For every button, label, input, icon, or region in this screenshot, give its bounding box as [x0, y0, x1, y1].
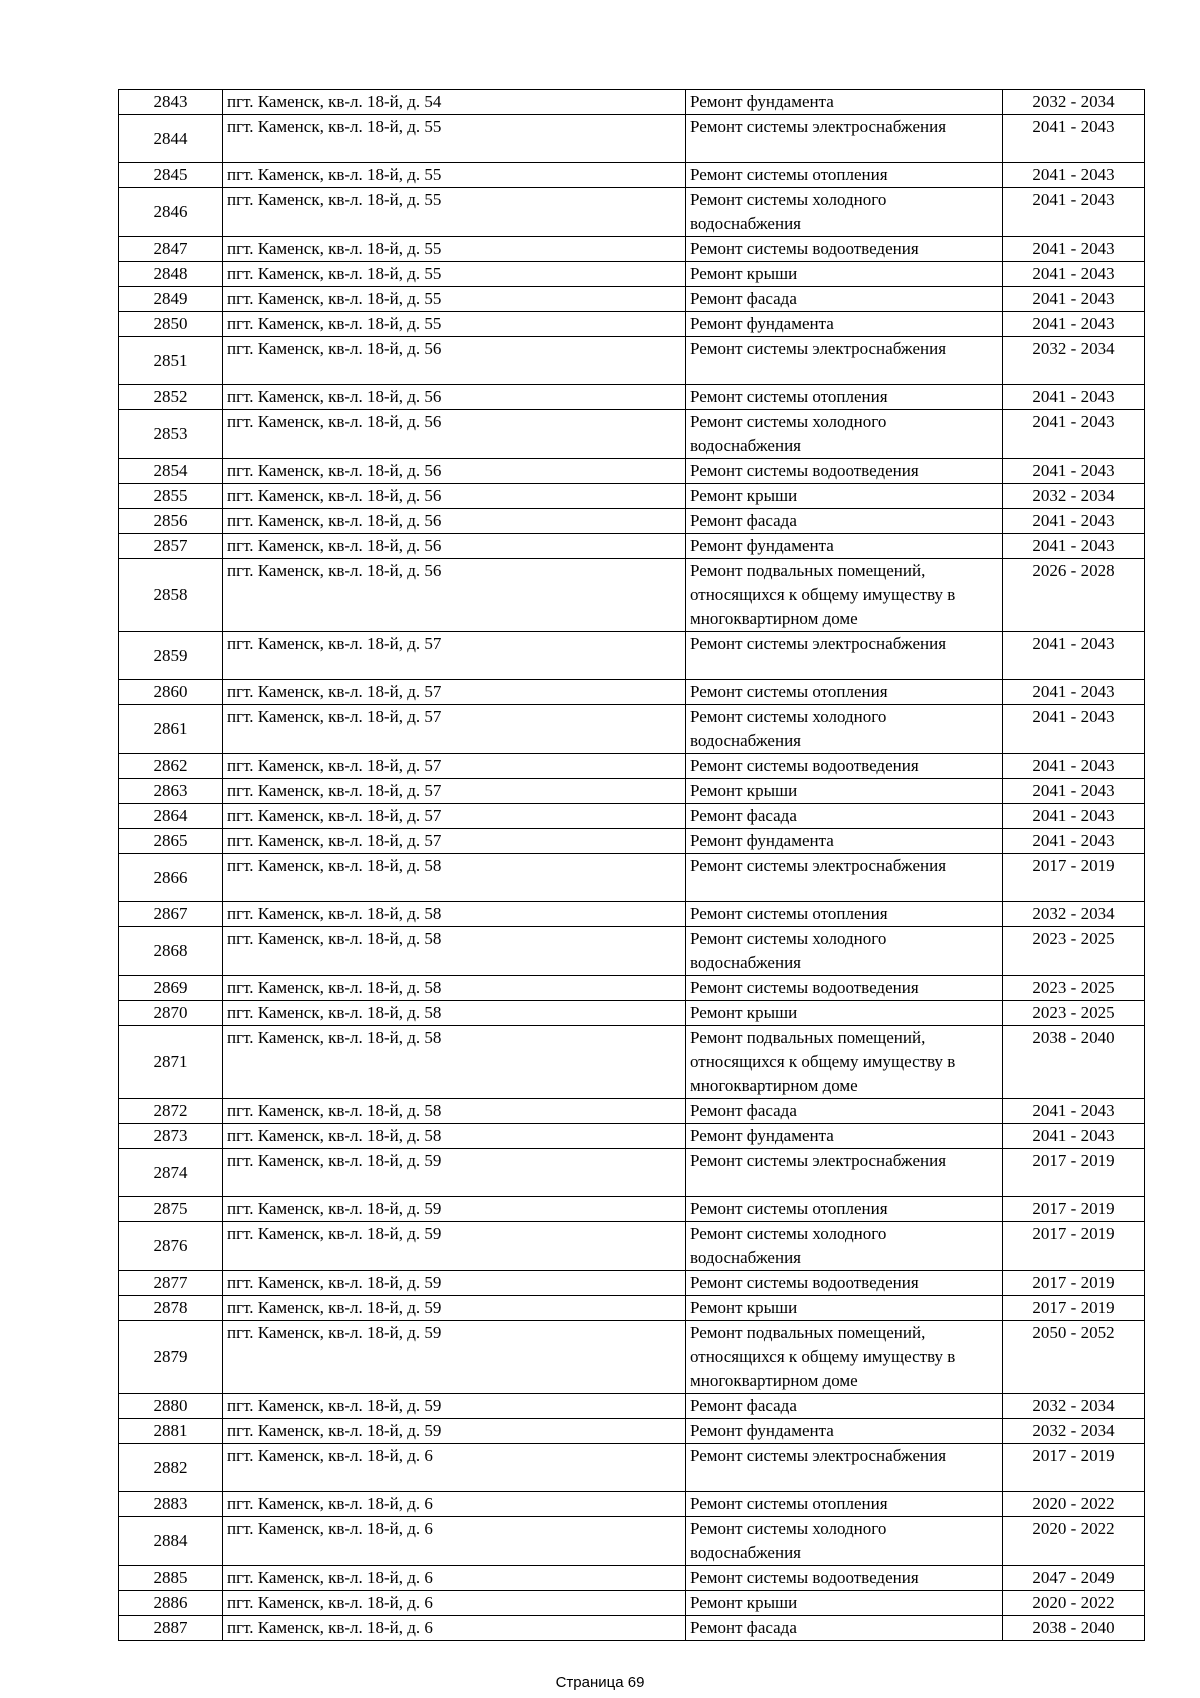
row-number-cell: 2884 [119, 1517, 223, 1566]
table-row [119, 90, 1145, 115]
work-type-cell: Ремонт системы водоотведения [686, 754, 1003, 779]
period-cell: 2032 - 2034 [1003, 337, 1145, 385]
row-number-cell: 2880 [119, 1394, 223, 1419]
row-number-cell: 2857 [119, 534, 223, 559]
table-row [119, 1321, 1145, 1394]
work-type-cell: Ремонт фундамента [686, 534, 1003, 559]
address-cell: пгт. Каменск, кв-л. 18-й, д. 6 [223, 1566, 686, 1591]
table-row [119, 188, 1145, 237]
period-cell: 2041 - 2043 [1003, 680, 1145, 705]
row-number-cell: 2852 [119, 385, 223, 410]
address-cell: пгт. Каменск, кв-л. 18-й, д. 59 [223, 1394, 686, 1419]
address-cell: пгт. Каменск, кв-л. 18-й, д. 59 [223, 1271, 686, 1296]
row-number-cell: 2846 [119, 188, 223, 237]
address-cell: пгт. Каменск, кв-л. 18-й, д. 54 [223, 90, 686, 115]
period-cell: 2050 - 2052 [1003, 1321, 1145, 1394]
row-number-cell: 2865 [119, 829, 223, 854]
table-row [119, 385, 1145, 410]
work-type-cell: Ремонт крыши [686, 1296, 1003, 1321]
table-row [119, 1222, 1145, 1271]
row-number-cell: 2854 [119, 459, 223, 484]
works-table [118, 89, 1145, 1641]
table-row [119, 163, 1145, 188]
works-table-body [119, 90, 1145, 1641]
work-type-cell: Ремонт системы отопления [686, 163, 1003, 188]
work-type-cell: Ремонт системы холодного водоснабжения [686, 1222, 1003, 1271]
work-type-cell: Ремонт системы водоотведения [686, 1566, 1003, 1591]
address-cell: пгт. Каменск, кв-л. 18-й, д. 55 [223, 262, 686, 287]
address-cell: пгт. Каменск, кв-л. 18-й, д. 58 [223, 854, 686, 902]
address-cell: пгт. Каменск, кв-л. 18-й, д. 55 [223, 312, 686, 337]
work-type-cell: Ремонт фундамента [686, 829, 1003, 854]
work-type-cell: Ремонт системы отопления [686, 902, 1003, 927]
address-cell: пгт. Каменск, кв-л. 18-й, д. 58 [223, 902, 686, 927]
table-row [119, 1616, 1145, 1641]
period-cell: 2041 - 2043 [1003, 262, 1145, 287]
period-cell: 2041 - 2043 [1003, 163, 1145, 188]
row-number-cell: 2887 [119, 1616, 223, 1641]
work-type-cell: Ремонт крыши [686, 262, 1003, 287]
work-type-cell: Ремонт системы холодного водоснабжения [686, 188, 1003, 237]
work-type-cell: Ремонт крыши [686, 779, 1003, 804]
period-cell: 2032 - 2034 [1003, 1394, 1145, 1419]
row-number-cell: 2875 [119, 1197, 223, 1222]
table-row [119, 1026, 1145, 1099]
address-cell: пгт. Каменск, кв-л. 18-й, д. 56 [223, 484, 686, 509]
row-number-cell: 2844 [119, 115, 223, 163]
address-cell: пгт. Каменск, кв-л. 18-й, д. 57 [223, 705, 686, 754]
table-row [119, 312, 1145, 337]
row-number-cell: 2851 [119, 337, 223, 385]
work-type-cell: Ремонт системы холодного водоснабжения [686, 1517, 1003, 1566]
row-number-cell: 2858 [119, 559, 223, 632]
table-row [119, 459, 1145, 484]
work-type-cell: Ремонт подвальных помещений, относящихся к общему имуществу в многоквартирном доме [686, 1026, 1003, 1099]
row-number-cell: 2869 [119, 976, 223, 1001]
work-type-cell: Ремонт системы водоотведения [686, 237, 1003, 262]
row-number-cell: 2847 [119, 237, 223, 262]
row-number-cell: 2877 [119, 1271, 223, 1296]
table-row [119, 509, 1145, 534]
row-number-cell: 2883 [119, 1492, 223, 1517]
table-row [119, 337, 1145, 385]
row-number-cell: 2879 [119, 1321, 223, 1394]
address-cell: пгт. Каменск, кв-л. 18-й, д. 58 [223, 976, 686, 1001]
address-cell: пгт. Каменск, кв-л. 18-й, д. 58 [223, 927, 686, 976]
row-number-cell: 2853 [119, 410, 223, 459]
table-row [119, 779, 1145, 804]
address-cell: пгт. Каменск, кв-л. 18-й, д. 57 [223, 754, 686, 779]
period-cell: 2038 - 2040 [1003, 1026, 1145, 1099]
work-type-cell: Ремонт системы холодного водоснабжения [686, 410, 1003, 459]
work-type-cell: Ремонт системы холодного водоснабжения [686, 705, 1003, 754]
address-cell: пгт. Каменск, кв-л. 18-й, д. 55 [223, 237, 686, 262]
row-number-cell: 2886 [119, 1591, 223, 1616]
row-number-cell: 2850 [119, 312, 223, 337]
work-type-cell: Ремонт фасада [686, 1394, 1003, 1419]
row-number-cell: 2861 [119, 705, 223, 754]
address-cell: пгт. Каменск, кв-л. 18-й, д. 59 [223, 1149, 686, 1197]
work-type-cell: Ремонт фундамента [686, 312, 1003, 337]
period-cell: 2017 - 2019 [1003, 1197, 1145, 1222]
work-type-cell: Ремонт фасада [686, 509, 1003, 534]
row-number-cell: 2843 [119, 90, 223, 115]
period-cell: 2023 - 2025 [1003, 976, 1145, 1001]
period-cell: 2041 - 2043 [1003, 188, 1145, 237]
period-cell: 2041 - 2043 [1003, 410, 1145, 459]
work-type-cell: Ремонт фасада [686, 804, 1003, 829]
row-number-cell: 2845 [119, 163, 223, 188]
table-row [119, 559, 1145, 632]
address-cell: пгт. Каменск, кв-л. 18-й, д. 57 [223, 680, 686, 705]
work-type-cell: Ремонт системы электроснабжения [686, 337, 1003, 385]
work-type-cell: Ремонт системы отопления [686, 1492, 1003, 1517]
table-row [119, 1492, 1145, 1517]
table-row [119, 1271, 1145, 1296]
table-row [119, 1419, 1145, 1444]
address-cell: пгт. Каменск, кв-л. 18-й, д. 59 [223, 1222, 686, 1271]
address-cell: пгт. Каменск, кв-л. 18-й, д. 57 [223, 804, 686, 829]
address-cell: пгт. Каменск, кв-л. 18-й, д. 56 [223, 385, 686, 410]
row-number-cell: 2866 [119, 854, 223, 902]
table-row [119, 680, 1145, 705]
address-cell: пгт. Каменск, кв-л. 18-й, д. 6 [223, 1517, 686, 1566]
work-type-cell: Ремонт системы водоотведения [686, 976, 1003, 1001]
address-cell: пгт. Каменск, кв-л. 18-й, д. 56 [223, 459, 686, 484]
period-cell: 2041 - 2043 [1003, 754, 1145, 779]
period-cell: 2017 - 2019 [1003, 1271, 1145, 1296]
work-type-cell: Ремонт подвальных помещений, относящихся к общему имуществу в многоквартирном доме [686, 1321, 1003, 1394]
address-cell: пгт. Каменск, кв-л. 18-й, д. 6 [223, 1616, 686, 1641]
row-number-cell: 2855 [119, 484, 223, 509]
table-row [119, 1197, 1145, 1222]
address-cell: пгт. Каменск, кв-л. 18-й, д. 59 [223, 1419, 686, 1444]
table-row [119, 410, 1145, 459]
row-number-cell: 2876 [119, 1222, 223, 1271]
address-cell: пгт. Каменск, кв-л. 18-й, д. 56 [223, 410, 686, 459]
work-type-cell: Ремонт фундамента [686, 90, 1003, 115]
row-number-cell: 2885 [119, 1566, 223, 1591]
table-row [119, 902, 1145, 927]
period-cell: 2026 - 2028 [1003, 559, 1145, 632]
row-number-cell: 2873 [119, 1124, 223, 1149]
work-type-cell: Ремонт системы электроснабжения [686, 1444, 1003, 1492]
table-row [119, 854, 1145, 902]
work-type-cell: Ремонт системы электроснабжения [686, 632, 1003, 680]
table-row [119, 1444, 1145, 1492]
address-cell: пгт. Каменск, кв-л. 18-й, д. 55 [223, 163, 686, 188]
period-cell: 2017 - 2019 [1003, 1296, 1145, 1321]
page-number: Страница 69 [555, 1674, 645, 1691]
row-number-cell: 2849 [119, 287, 223, 312]
work-type-cell: Ремонт системы отопления [686, 385, 1003, 410]
address-cell: пгт. Каменск, кв-л. 18-й, д. 59 [223, 1197, 686, 1222]
table-row [119, 1296, 1145, 1321]
row-number-cell: 2881 [119, 1419, 223, 1444]
address-cell: пгт. Каменск, кв-л. 18-й, д. 58 [223, 1026, 686, 1099]
address-cell: пгт. Каменск, кв-л. 18-й, д. 58 [223, 1124, 686, 1149]
period-cell: 2041 - 2043 [1003, 804, 1145, 829]
address-cell: пгт. Каменск, кв-л. 18-й, д. 58 [223, 1001, 686, 1026]
work-type-cell: Ремонт подвальных помещений, относящихся к общему имуществу в многоквартирном доме [686, 559, 1003, 632]
row-number-cell: 2862 [119, 754, 223, 779]
row-number-cell: 2874 [119, 1149, 223, 1197]
table-row [119, 1124, 1145, 1149]
table-row [119, 115, 1145, 163]
address-cell: пгт. Каменск, кв-л. 18-й, д. 55 [223, 115, 686, 163]
period-cell: 2047 - 2049 [1003, 1566, 1145, 1591]
period-cell: 2038 - 2040 [1003, 1616, 1145, 1641]
row-number-cell: 2860 [119, 680, 223, 705]
work-type-cell: Ремонт системы электроснабжения [686, 1149, 1003, 1197]
period-cell: 2041 - 2043 [1003, 779, 1145, 804]
address-cell: пгт. Каменск, кв-л. 18-й, д. 58 [223, 1099, 686, 1124]
period-cell: 2017 - 2019 [1003, 1149, 1145, 1197]
period-cell: 2041 - 2043 [1003, 534, 1145, 559]
row-number-cell: 2872 [119, 1099, 223, 1124]
work-type-cell: Ремонт системы отопления [686, 680, 1003, 705]
table-row [119, 754, 1145, 779]
table-row [119, 632, 1145, 680]
period-cell: 2032 - 2034 [1003, 90, 1145, 115]
table-row [119, 1517, 1145, 1566]
work-type-cell: Ремонт системы водоотведения [686, 459, 1003, 484]
table-row [119, 534, 1145, 559]
address-cell: пгт. Каменск, кв-л. 18-й, д. 6 [223, 1492, 686, 1517]
row-number-cell: 2867 [119, 902, 223, 927]
row-number-cell: 2878 [119, 1296, 223, 1321]
period-cell: 2017 - 2019 [1003, 1222, 1145, 1271]
period-cell: 2017 - 2019 [1003, 854, 1145, 902]
row-number-cell: 2864 [119, 804, 223, 829]
table-row [119, 1149, 1145, 1197]
address-cell: пгт. Каменск, кв-л. 18-й, д. 57 [223, 632, 686, 680]
period-cell: 2020 - 2022 [1003, 1591, 1145, 1616]
period-cell: 2032 - 2034 [1003, 484, 1145, 509]
row-number-cell: 2871 [119, 1026, 223, 1099]
work-type-cell: Ремонт крыши [686, 1591, 1003, 1616]
address-cell: пгт. Каменск, кв-л. 18-й, д. 56 [223, 559, 686, 632]
period-cell: 2041 - 2043 [1003, 705, 1145, 754]
row-number-cell: 2863 [119, 779, 223, 804]
period-cell: 2041 - 2043 [1003, 459, 1145, 484]
work-type-cell: Ремонт фундамента [686, 1419, 1003, 1444]
work-type-cell: Ремонт фундамента [686, 1124, 1003, 1149]
address-cell: пгт. Каменск, кв-л. 18-й, д. 59 [223, 1296, 686, 1321]
table-row [119, 1001, 1145, 1026]
row-number-cell: 2848 [119, 262, 223, 287]
period-cell: 2041 - 2043 [1003, 385, 1145, 410]
row-number-cell: 2868 [119, 927, 223, 976]
address-cell: пгт. Каменск, кв-л. 18-й, д. 56 [223, 337, 686, 385]
address-cell: пгт. Каменск, кв-л. 18-й, д. 6 [223, 1591, 686, 1616]
address-cell: пгт. Каменск, кв-л. 18-й, д. 57 [223, 779, 686, 804]
work-type-cell: Ремонт крыши [686, 1001, 1003, 1026]
work-type-cell: Ремонт системы водоотведения [686, 1271, 1003, 1296]
period-cell: 2041 - 2043 [1003, 237, 1145, 262]
address-cell: пгт. Каменск, кв-л. 18-й, д. 57 [223, 829, 686, 854]
period-cell: 2041 - 2043 [1003, 632, 1145, 680]
work-type-cell: Ремонт системы электроснабжения [686, 854, 1003, 902]
table-row [119, 1591, 1145, 1616]
address-cell: пгт. Каменск, кв-л. 18-й, д. 56 [223, 534, 686, 559]
work-type-cell: Ремонт системы холодного водоснабжения [686, 927, 1003, 976]
table-row [119, 927, 1145, 976]
address-cell: пгт. Каменск, кв-л. 18-й, д. 56 [223, 509, 686, 534]
table-row [119, 262, 1145, 287]
address-cell: пгт. Каменск, кв-л. 18-й, д. 55 [223, 287, 686, 312]
table-row [119, 804, 1145, 829]
period-cell: 2032 - 2034 [1003, 902, 1145, 927]
period-cell: 2020 - 2022 [1003, 1492, 1145, 1517]
work-type-cell: Ремонт системы электроснабжения [686, 115, 1003, 163]
table-row [119, 976, 1145, 1001]
work-type-cell: Ремонт крыши [686, 484, 1003, 509]
work-type-cell: Ремонт фасада [686, 287, 1003, 312]
period-cell: 2032 - 2034 [1003, 1419, 1145, 1444]
table-row [119, 287, 1145, 312]
row-number-cell: 2870 [119, 1001, 223, 1026]
table-row [119, 1099, 1145, 1124]
address-cell: пгт. Каменск, кв-л. 18-й, д. 59 [223, 1321, 686, 1394]
period-cell: 2041 - 2043 [1003, 1124, 1145, 1149]
period-cell: 2041 - 2043 [1003, 287, 1145, 312]
period-cell: 2023 - 2025 [1003, 1001, 1145, 1026]
table-row [119, 237, 1145, 262]
table-row [119, 1566, 1145, 1591]
period-cell: 2041 - 2043 [1003, 509, 1145, 534]
period-cell: 2020 - 2022 [1003, 1517, 1145, 1566]
period-cell: 2041 - 2043 [1003, 115, 1145, 163]
address-cell: пгт. Каменск, кв-л. 18-й, д. 6 [223, 1444, 686, 1492]
table-row [119, 829, 1145, 854]
row-number-cell: 2882 [119, 1444, 223, 1492]
table-row [119, 1394, 1145, 1419]
work-type-cell: Ремонт фасада [686, 1099, 1003, 1124]
period-cell: 2041 - 2043 [1003, 829, 1145, 854]
row-number-cell: 2856 [119, 509, 223, 534]
table-row [119, 484, 1145, 509]
period-cell: 2041 - 2043 [1003, 1099, 1145, 1124]
row-number-cell: 2859 [119, 632, 223, 680]
address-cell: пгт. Каменск, кв-л. 18-й, д. 55 [223, 188, 686, 237]
period-cell: 2017 - 2019 [1003, 1444, 1145, 1492]
work-type-cell: Ремонт фасада [686, 1616, 1003, 1641]
period-cell: 2023 - 2025 [1003, 927, 1145, 976]
work-type-cell: Ремонт системы отопления [686, 1197, 1003, 1222]
period-cell: 2041 - 2043 [1003, 312, 1145, 337]
page-footer [0, 1674, 1200, 1691]
table-row [119, 705, 1145, 754]
